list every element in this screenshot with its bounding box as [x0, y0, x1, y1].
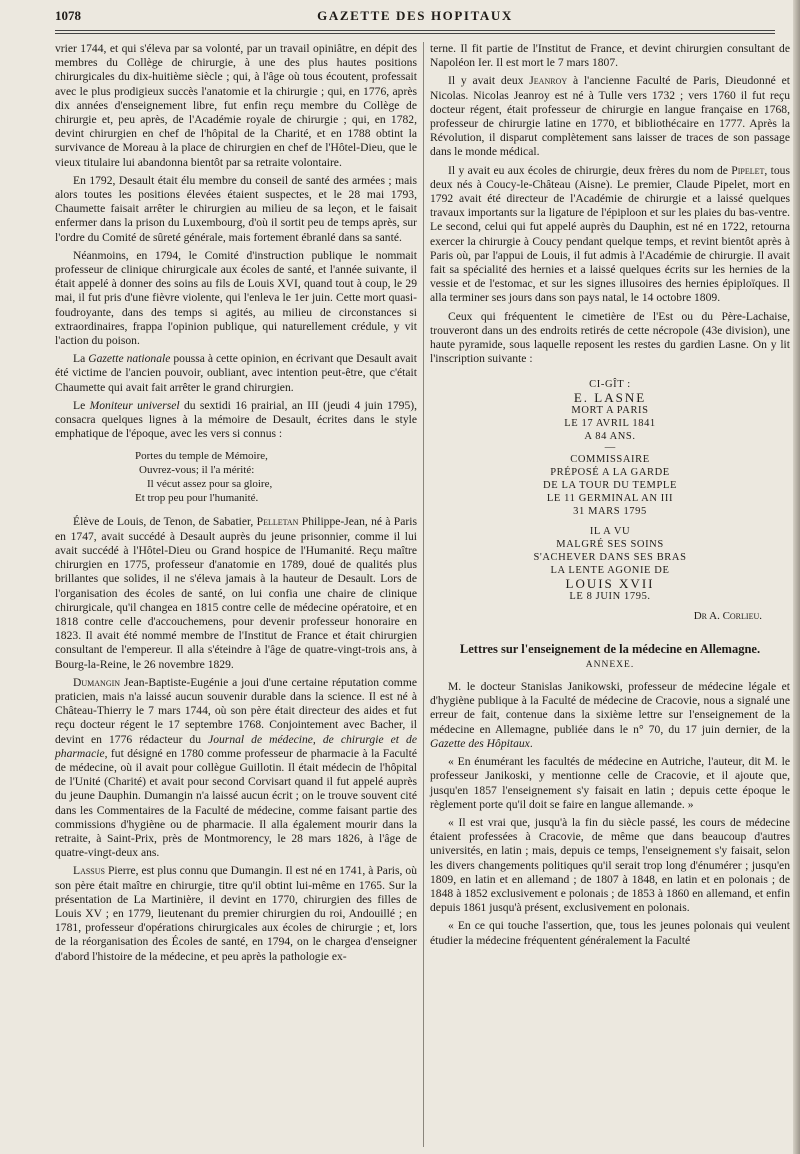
epitaph-line: A 84 ANS.	[584, 431, 636, 443]
running-title: GAZETTE DES HOPITAUX	[317, 8, 513, 23]
paragraph-quote-austria: « En énumérant les facultés de médecine en Autriche, l'auteur, dit M. le professeur Janikoski, y mentionne celle de Cracovie, et il ajoute que, jusqu'en 1857 l'enseignement s'y faisait en latin ; depuis cette époque le règlement porte qu'il doit se faire en langue allemande. »	[430, 755, 790, 811]
epitaph-separator: —	[604, 442, 616, 454]
publication-title: Gazette des Hôpitaux	[430, 736, 530, 750]
epitaph-line: LE 8 JUIN 1795.	[569, 591, 651, 603]
section-subtitle: ANNEXE.	[585, 659, 635, 670]
text-fragment: La	[73, 352, 89, 366]
epitaph-line: PRÉPOSÉ A LA GARDE	[550, 467, 670, 479]
paragraph-desault-arrest: En 1792, Desault était élu membre du conseil de santé des armées ; mais alors toutes les positions élevées étaient suspectes, et le 28 mai 1793, Chaumette faisait arrêter le chirurgien au milieu de sa leçon, et le faisait enfermer dans la prison du Luxembourg, d'où il sortit peu de temps après, sur l'ordre du Comité de sûreté générale, mais fortement ébranlé dans sa santé.	[55, 173, 417, 244]
verse-line: Il vécut assez pour sa gloire,	[147, 478, 273, 491]
text-fragment: , fut désigné en 1780 comme professeur de pharmacie à la Faculté de médecine, où il avait pour collègue Guillotin. Il était médecin de l'hôpital de l'Unité (Charité) et avait pour second Corvisart quand il fut appelé auprès du jeune Dauphin. Dumangin n'a laissé aucun écrit ; on le trouve souvent cité dans les Commentaires de la Faculté de médecine, comme faisant partie des commissions d'hygiène ou de pharmacie. Il alla également mourir dans la retraite, à Saint-Prix, près de Montmorency, le 28 mars 1826, à l'âge de quatre-vingt-deux ans.	[55, 746, 417, 860]
epitaph-line: LOUIS XVII	[565, 576, 655, 592]
epitaph-line: 31 MARS 1795	[573, 506, 647, 518]
epitaph-line: DE LA TOUR DU TEMPLE	[543, 480, 677, 492]
epitaph-gap	[430, 518, 790, 525]
publication-title: Moniteur universel	[89, 398, 180, 412]
epitaph-line: COMMISSAIRE	[570, 454, 650, 466]
author-signature: Dr A. Corlieu.	[693, 610, 762, 623]
person-name: Lassus	[73, 864, 105, 878]
text-fragment: M. le docteur Stanislas Janikowski, professeur de médecine légale et d'hygiène publique à la Faculté de médecine de Cracovie, nous a signalé une erreur de fait, contenue dans la sixième lettre sur l'enseignement de la médecine en Allemagne, publiée dans le n° 70, du 17 juin dernier, de la	[430, 680, 790, 736]
column-divider	[423, 42, 424, 1147]
person-name: Pipelet	[731, 163, 765, 177]
paragraph-pelletan	[55, 515, 417, 671]
publication-title: Journal de médecine, de chirurgie et de pharmacie	[55, 732, 417, 760]
epitaph-line: E. LASNE	[573, 390, 647, 406]
epitaph-line: LE 11 GERMINAL AN III	[546, 493, 674, 505]
epitaph-inscription	[430, 378, 790, 603]
text-fragment: Philippe-Jean, né à Paris en 1747, avait succédé à Desault auprès du jeune prisonnier, comme il lui avait succédé à l'Hôtel-Dieu ou Grand hospice de l'Humanité. Reçu maître chirurgien en 1775, professeur d'anatomie en 1789, doué de qualités plus brillantes que solides, il ne s'éleva jamais à la hauteur de Desault. Lors de l'organisation des écoles de santé, on lui confia une chaire de clinique chirurgicale, qu'il changea en 1815 contre celle de médecine opératoire, et en 1818 contre celle d'accouchemens, pour devenir professeur honoraire en 1823. Il avait été nommé membre de l'Institut de France et était chirurgien consultant de l'empereur. Il alla s'éteindre à l'âge de quatre-vingt-trois ans, à Bourg-la-Reine, le 26 novembre 1829.	[55, 515, 417, 671]
epitaph-line: MALGRÉ SES SOINS	[556, 539, 664, 551]
text-fragment: Il y avait deux	[448, 74, 530, 88]
paragraph-pipelet	[430, 164, 790, 306]
page-header	[55, 8, 775, 32]
text-fragment: Il y avait eu aux écoles de chirurgie, deux frères du nom de	[448, 163, 732, 177]
verse-quote	[135, 449, 417, 505]
text-fragment: à l'ancienne Faculté de Paris, Dieudonné et Nicolas. Nicolas Jeanroy est né à Tulle vers 1732 ; vers 1760 il fut reçu docteur régent, était professeur de chirurgie en langue française en 1768, professeur de chirurgie latine en 1770, et bibliothécaire en 1777. Après la Révolution, il disparut complètement sans laisser de traces de son passage dans le monde médical.	[430, 74, 790, 159]
paragraph-lachaise: Ceux qui fréquentent le cimetière de l'Est ou du Père-Lachaise, trouveront dans un des endroits retirés de cette nécropole (43e division), une haute pyramide, sous laquelle reposent les restes du gardien Lasne. On y lit l'inscription suivante :	[430, 309, 790, 366]
page-edge-shadow	[793, 0, 800, 1154]
person-name: Jeanroy	[529, 74, 568, 88]
paragraph-janikowski	[430, 680, 790, 751]
publication-title: Gazette nationale	[88, 352, 171, 366]
epitaph-line: LE 17 AVRIL 1841	[564, 418, 656, 430]
text-fragment: .	[529, 736, 533, 750]
section-title: Lettres sur l'enseignement de la médecine en Allemagne.	[459, 641, 761, 656]
text-fragment: Jean-Baptiste-Eugénie a joui d'une certaine réputation comme praticien, mais n'a laissé aucun souvenir durable dans la science. Il est né à Château-Thierry le 7 mars 1744, où son père était directeur des aides et fut reçu docteur régent le 17 septembre 1768. Conjointement avec Bacher, il devint en 1776 rédacteur du	[55, 675, 417, 746]
text-fragment: du sextidi 16 prairial, an III (jeudi 4 juin 1795), consacra quelques lignes à la mémoire de Desault, écrites dans le style emphatique de l'époque, avec les vers si connus :	[55, 398, 417, 441]
verse-line: Ouvrez-vous; il l'a mérité:	[139, 464, 255, 477]
person-name: Pelletan	[256, 515, 299, 529]
text-fragment: Élève de Louis, de Tenon, de Sabatier,	[73, 515, 257, 529]
text-fragment: Pierre, est plus connu que Dumangin. Il est né en 1741, à Paris, où son père était maître en chirurgie, titre qu'il obtint lui-même en 1765. Sur la présentation de La Martinière, il devint en 1770, chirurgien des filles de Louis XV ; en 1779, lieutenant du premier chirurgien du roi, Andouillé ; en 1781, professeur d'opérations chirurgicales aux écoles de chirurgie ; et, lors de la réorganisation des Écoles de santé, en 1794, on le chargea d'enseigner d'abord l'histoire de la médecine, et peu après la pathologie ex-	[55, 864, 417, 963]
epitaph-line: LA LENTE AGONIE DE	[550, 565, 670, 577]
person-name: Dumangin	[73, 675, 121, 689]
left-column	[55, 42, 417, 968]
epitaph-line: IL A VU	[589, 526, 631, 538]
paragraph-desault-death: Néanmoins, en 1794, le Comité d'instruction publique le nommait professeur de clinique chirurgicale aux écoles de santé, et l'année suivante, il était appelé à donner des soins au fils de Louis XVI, quand tout à coup, le 29 mai, il fut pris d'une fièvre violente, qui l'enleva le 1er juin. Cette mort quasi-foudroyante, dans des temps si agités, au milieu de circonstances si extraordinaires, frappa l'opinion publique, qui naturellement crédule, y vit l'action du poison.	[55, 248, 417, 348]
paragraph-gazette-nationale	[55, 352, 417, 395]
epitaph-line: MORT A PARIS	[571, 405, 649, 417]
epitaph-line: CI-GÎT :	[589, 379, 631, 391]
text-fragment: Le	[73, 398, 90, 412]
text-fragment: , tous deux nés à Coucy-le-Château (Aisne). Le premier, Claude Pipelet, mort en 1792 avait été directeur de l'Académie de chirurgie et a laissé quelques travaux importants sur la ligature de l'épiploon et sur les plaies du bas-ventre. Le second, celui qui fut appelé auprès du Dauphin, est né en 1722, retourna exercer la chirurgie à Coucy pendant quelque temps, et revint bientôt après à Paris où, par l'appui de Louis, il fut admis à l'Académie de chirurgie. Il avait fait sa spécialité des hernies et a laissé quelques écrits sur les hernies de la vessie et de l'estomac, et sur les signes illusoires des hernies épiploïques. Il alla terminer ses jours dans son pays natal, le 14 octobre 1809.	[430, 163, 790, 305]
paragraph-lassus-end: terne. Il fit partie de l'Institut de France, et devint chirurgien consultant de Napoléon Ier. Il est mort le 7 mars 1807.	[430, 42, 790, 70]
header-rule	[55, 30, 775, 34]
paragraph-jeanroy	[430, 74, 790, 159]
verse-line: Et trop peu pour l'humanité.	[135, 492, 259, 505]
right-column	[430, 42, 790, 952]
epitaph-line: S'ACHEVER DANS SES BRAS	[533, 552, 687, 564]
page-number: 1078	[55, 8, 81, 23]
paragraph-dumangin	[55, 676, 417, 861]
paragraph-quote-students: « En ce qui touche l'assertion, que, tous les jeunes polonais qui veulent étudier la médecine fréquentent généralement la Faculté	[430, 919, 790, 947]
verse-line: Portes du temple de Mémoire,	[135, 450, 268, 463]
paragraph-moniteur	[55, 399, 417, 442]
text-fragment: poussa à cette opinion, en écrivant que Desault avait été victime de l'ancien pouvoir, oubliant, avec intention peut-être, que c'était Chaumette qui avait fait arrêter le grand chirurgien.	[55, 352, 417, 394]
paragraph-desault-career: vrier 1744, et qui s'éleva par sa volonté, par un travail opiniâtre, en dépit des membres du Collège de chirurgie, à une des plus hautes positions chirurgicales du dix-huitième siècle ; qui, à l'âge où tous écoutent, professait avec le plus prodigieux succès l'anatomie et la chirurgie ; qui, en 1776, après dix années d'enseignement libre, fut enfin reçu membre du Collège de chirurgie et, peu après, de l'Académie royale de chirurgie ; qui, en 1782, devint chirurgien en chef de l'hôpital de la Charité, et en 1788 obtint la survivance de Moreau à la place de chirurgien en chef de l'Hôtel-Dieu, que le vieux titulaire lui abandonna bientôt par sa retraite volontaire.	[55, 42, 417, 169]
paragraph-lassus	[55, 864, 417, 963]
paragraph-quote-cracovie: « Il est vrai que, jusqu'à la fin du siècle passé, les cours de médecine étaient professées à Cracovie, de même que dans beaucoup d'autres universités, en latin ; mais, depuis ce temps, l'enseignement s'y faisait, selon les divers changements politiques qu'il serait trop long d'énumérer ; jusqu'en 1809, en latin et en allemand ; de 1807 à 1848, en latin et en polonais ; de 1848 à 1852 exclusivement e polonais ; de 1853 à 1860 en allemand, et enfin depuis 1861 jusqu'à présent, exclusivement en polonais.	[430, 815, 790, 915]
